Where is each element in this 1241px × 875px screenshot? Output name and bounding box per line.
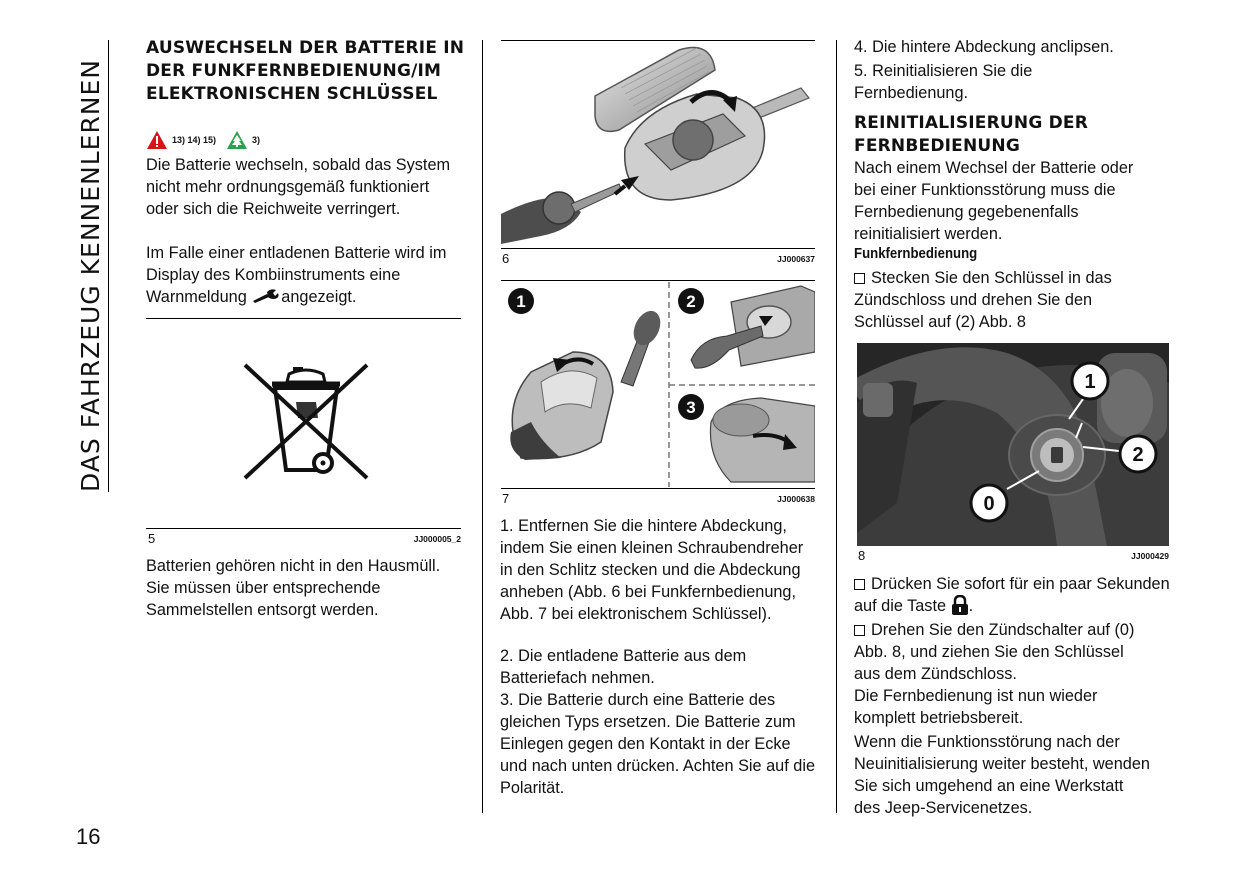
figure-5-code: JJ000005_2 bbox=[413, 534, 461, 544]
figure-8-position-1-label: 1 bbox=[1084, 371, 1096, 393]
column-divider-1 bbox=[482, 40, 483, 813]
figure-7-number: 7 bbox=[502, 491, 510, 506]
figure-8-code: JJ000429 bbox=[1131, 551, 1169, 561]
reference-row bbox=[146, 129, 260, 151]
section-heading-battery: AUSWECHSELN DER BATTERIE IN DER FUNKFERNBEDIENUNG/IM ELEKTRONISCHEN SCHLÜSSEL bbox=[146, 38, 465, 104]
figure-6-code: JJ000637 bbox=[777, 254, 815, 264]
column-divider-2 bbox=[836, 40, 837, 813]
paragraph-warning-suffix: angezeigt. bbox=[281, 288, 357, 306]
figure-6-number: 6 bbox=[502, 251, 510, 266]
figure-8-position-0-label: 0 bbox=[983, 493, 995, 515]
figure-7-step-3-label: 3 bbox=[686, 398, 696, 417]
step-3-insert-battery: 3. Die Batterie durch eine Batterie des gleichen Typs ersetzen. Die Batterie zum Einlegen gegen den Kontakt in der Ecke und nach unten drücken. Achten Sie auf die Polarität. bbox=[500, 691, 816, 797]
warning-references: 13) 14) 15) bbox=[172, 135, 217, 145]
step-4-clip-cover: 4. Die hintere Abdeckung anclipsen. bbox=[854, 38, 1114, 56]
step-2-remove-battery: 2. Die entladene Batterie aus dem Batteriefach nehmen. bbox=[500, 647, 747, 687]
lock-icon bbox=[951, 595, 969, 615]
sidebar-title-text: DAS FAHRZEUG KENNENLERNEN bbox=[76, 58, 105, 492]
subheading-remote-text: Funkfernbedienung bbox=[854, 245, 978, 262]
paragraph-warning-message bbox=[146, 242, 462, 308]
paragraph-remote-ready: Die Fernbedienung ist nun wieder komplett betriebsbereit. bbox=[854, 687, 1098, 727]
paragraph-warning-text: Im Falle einer entladenen Batterie wird im Display des Kombiinstruments eine Warnmeldung bbox=[146, 244, 447, 306]
figure-5-top-rule bbox=[146, 318, 461, 319]
subheading-remote bbox=[854, 245, 994, 263]
figure-8-number: 8 bbox=[858, 548, 866, 563]
sidebar-divider bbox=[108, 40, 109, 492]
paragraph-disposal: Batterien gehören nicht in den Hausmüll. Sie müssen über entsprechende Sammelstellen entsorgt werden. bbox=[146, 557, 441, 619]
bullet-turn-ignition-text: Drehen Sie den Zündschalter auf (0) Abb. 8, und ziehen Sie den Schlüssel aus dem Zündschloss. bbox=[854, 621, 1135, 683]
figure-5-number: 5 bbox=[148, 531, 156, 546]
figure-7-step-2-label: 2 bbox=[686, 292, 696, 311]
bullet-insert-key bbox=[854, 267, 1154, 333]
section-heading-reinitialization: REINITIALISIERUNG DER FERNBEDIENUNG bbox=[854, 113, 1089, 156]
bullet-insert-key-text: Stecken Sie den Schlüssel in das Zündschloss und drehen Sie den Schlüssel auf (2) Abb. 8 bbox=[854, 269, 1112, 331]
step-5-reinitialize: 5. Reinitialisieren Sie die Fernbedienung. bbox=[854, 62, 1033, 102]
figure-7-step-1-label: 1 bbox=[516, 292, 526, 311]
figure-7-electronic-key-image bbox=[501, 282, 815, 487]
checkbox-bullet-icon bbox=[854, 625, 865, 636]
checkbox-bullet-icon bbox=[854, 579, 865, 590]
environment-references: 3) bbox=[252, 135, 261, 145]
figure-6-top-rule bbox=[501, 40, 815, 41]
wrench-icon bbox=[251, 288, 281, 304]
figure-8-ignition-switch-image bbox=[857, 343, 1169, 546]
figure-5-bottom-rule bbox=[146, 528, 461, 529]
bullet-turn-ignition-off bbox=[854, 619, 1154, 685]
bullet-press-lock-suffix: . bbox=[968, 597, 974, 615]
figure-6-remote-cover-image bbox=[501, 44, 815, 247]
page-number: 16 bbox=[76, 824, 101, 849]
bullet-press-lock-text: Drücken Sie sofort für ein paar Sekunden auf die Taste bbox=[854, 575, 1170, 615]
section-sidebar-title bbox=[74, 40, 108, 492]
figure-7-code: JJ000638 bbox=[777, 494, 815, 504]
environment-tree-icon bbox=[226, 130, 248, 150]
checkbox-bullet-icon bbox=[854, 273, 865, 284]
bullet-press-lock-button bbox=[854, 573, 1174, 617]
paragraph-reinitialization-intro: Nach einem Wechsel der Batterie oder bei einer Funktionsstörung muss die Fernbedienung gegebenenfalls reinitialisiert werden. bbox=[854, 159, 1134, 243]
figure-7-top-rule bbox=[501, 280, 815, 281]
figure-8-position-2-label: 2 bbox=[1132, 444, 1144, 466]
step-1-remove-cover: 1. Entfernen Sie die hintere Abdeckung, indem Sie einen kleinen Schraubendreher in den Schlitz stecken und die Abdeckung anheben (Abb. 6 bei Funkfernbedienung, Abb. 7 bei elektronischem Schlüssel). bbox=[500, 517, 804, 623]
figure-6-bottom-rule bbox=[501, 248, 815, 249]
figure-5-recycling-bin-image bbox=[146, 322, 461, 527]
paragraph-replace-battery: Die Batterie wechseln, sobald das System nicht mehr ordnungsgemäß funktioniert oder sich die Reichweite verringert. bbox=[146, 156, 451, 218]
warning-triangle-icon bbox=[146, 130, 168, 150]
figure-7-bottom-rule bbox=[501, 488, 815, 489]
paragraph-contact-service: Wenn die Funktionsstörung nach der Neuinitialisierung weiter besteht, wenden Sie sich umgehend an eine Werkstatt des Jeep-Servicenetzes. bbox=[854, 733, 1150, 817]
